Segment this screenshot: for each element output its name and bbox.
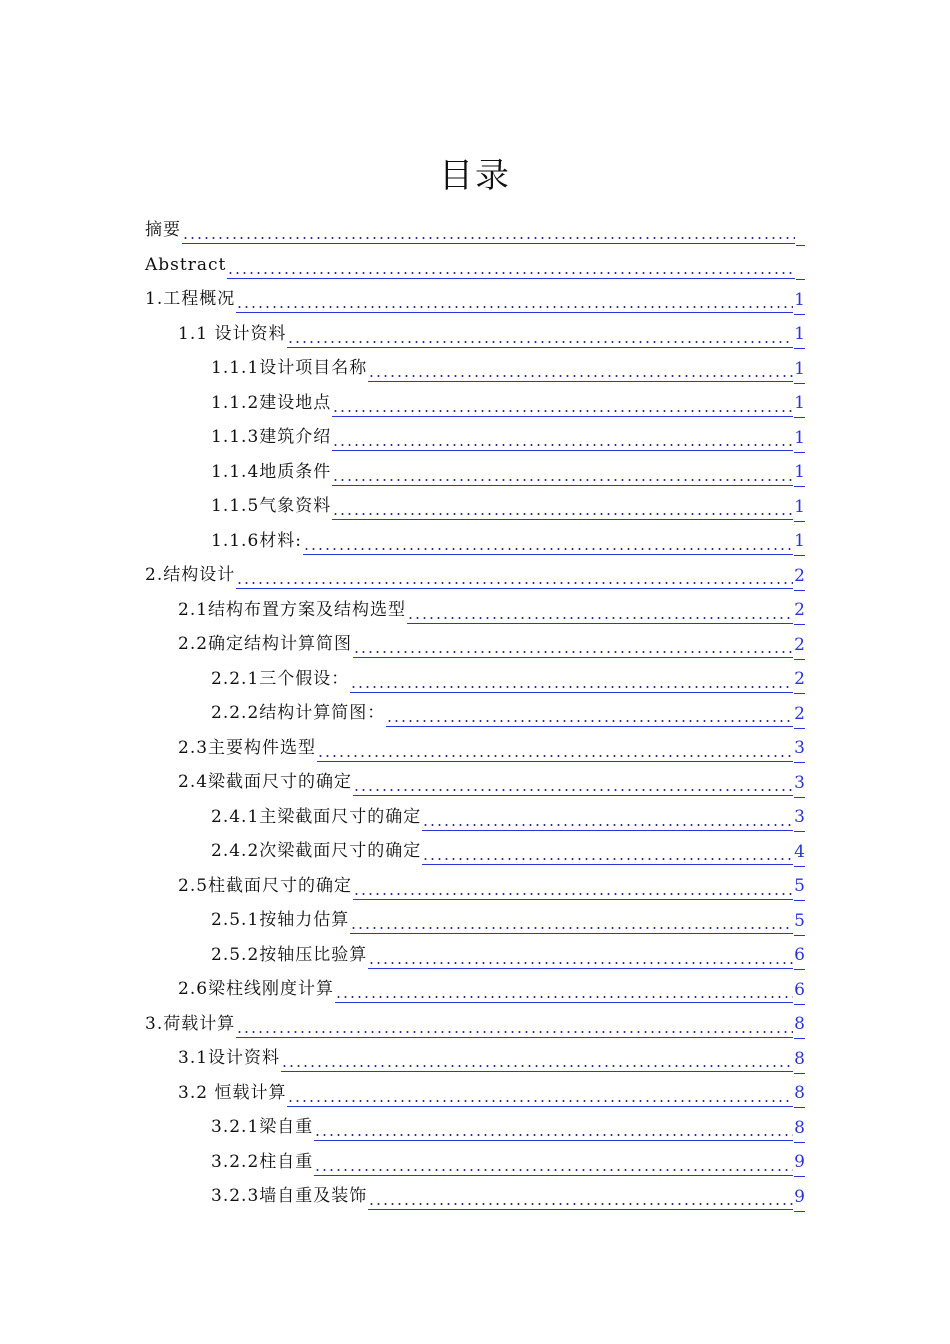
toc-entry[interactable] [145,214,805,244]
toc-entry-page-number[interactable]: 6 [794,944,805,970]
toc-entry-page-number[interactable]: 2 [794,565,805,591]
toc-entry-label: 1.1.4地质条件 [211,461,332,482]
toc-leader-dots [332,428,793,451]
toc-entry-page-number[interactable]: 2 [794,599,805,625]
toc-entry[interactable] [211,525,805,555]
toc-entry-label: 1.工程概况 [145,289,236,309]
toc-leader-dots [236,566,793,589]
toc-entry-label: 1.1.5气象资料 [211,496,332,516]
toc-entry-label: 2.5.1按轴力估算 [211,910,350,930]
toc-entry-label: 2.5柱截面尺寸的确定 [178,875,353,896]
toc-leader-dots [422,808,793,831]
toc-entry-page-number[interactable]: 1 [794,461,805,487]
toc-leader-dots [368,1187,793,1210]
toc-entry-page-number[interactable]: 8 [794,1117,805,1143]
toc-entry[interactable] [178,594,805,624]
toc-entry[interactable] [145,283,805,313]
toc-leader-dots [236,290,793,313]
toc-entry[interactable] [178,766,805,796]
toc-entry-label: 2.2.2结构计算简图： [211,703,386,723]
toc-entry[interactable] [145,559,805,589]
toc-entry-page-number[interactable]: 5 [794,875,805,901]
toc-leader-dots [350,670,793,693]
toc-leader-dots [287,325,793,348]
toc-entry-page-number[interactable] [796,276,805,280]
toc-leader-dots [236,1015,793,1038]
toc-entry-page-number[interactable]: 1 [794,496,805,522]
toc-leader-dots [182,221,795,244]
toc-entry[interactable] [211,697,805,727]
toc-leader-dots [314,1153,793,1176]
toc-entry[interactable] [211,1146,805,1176]
toc-entry[interactable] [211,663,805,693]
toc-leader-dots [386,704,793,727]
toc-entry-page-number[interactable]: 3 [794,737,805,763]
toc-leader-dots [332,497,793,520]
toc-entry-page-number[interactable]: 9 [794,1151,805,1177]
toc-entry-page-number[interactable]: 2 [794,703,805,729]
toc-entry[interactable] [211,904,805,934]
toc-entry[interactable] [145,249,805,279]
toc-entry-page-number[interactable]: 2 [794,668,805,694]
toc-entry-page-number[interactable]: 3 [794,772,805,798]
toc-entry[interactable] [211,835,805,865]
toc-entry-label: 2.4.2次梁截面尺寸的确定 [211,841,422,861]
toc-entry-page-number[interactable]: 1 [794,530,805,556]
toc-entry-label: 1.1 设计资料 [178,323,287,344]
toc-entry[interactable] [211,1111,805,1141]
toc-leader-dots [353,877,793,900]
toc-entry[interactable] [211,490,805,520]
toc-leader-dots [368,946,793,969]
toc-entry-page-number[interactable]: 2 [794,634,805,660]
toc-entry-page-number[interactable]: 1 [794,358,805,384]
toc-entry[interactable] [145,1008,805,1038]
toc-entry-page-number[interactable]: 8 [794,1013,805,1039]
toc-entry-page-number[interactable] [796,242,805,246]
toc-entry[interactable] [211,387,805,417]
toc-leader-dots [227,256,795,279]
toc-leader-dots [303,532,793,555]
toc-entry-page-number[interactable]: 6 [794,979,805,1005]
toc-entry-label: 1.1.3建筑介绍 [211,427,332,447]
toc-entry-label: 3.2.3墙自重及装饰 [211,1186,368,1206]
toc-entry-label: Abstract [145,254,227,275]
toc-entry[interactable] [211,421,805,451]
toc-leader-dots [314,1118,793,1141]
toc-entry-label: 2.3主要构件选型 [178,737,317,758]
toc-entry[interactable] [178,870,805,900]
toc-leader-dots [353,773,793,796]
toc-entry-label: 2.2确定结构计算简图 [178,634,353,654]
toc-entry[interactable] [178,1077,805,1107]
toc-entry-page-number[interactable]: 4 [794,841,805,867]
toc-entry-page-number[interactable]: 9 [794,1186,805,1212]
toc-entry[interactable] [211,939,805,969]
toc-entry[interactable] [211,352,805,382]
toc-entry[interactable] [178,732,805,762]
toc-entry[interactable] [178,1042,805,1072]
toc-entry-label: 2.2.1三个假设： [211,668,350,689]
toc-leader-dots [368,359,793,382]
toc-entry-page-number[interactable]: 1 [794,323,805,349]
toc-entry-label: 3.荷载计算 [145,1013,236,1034]
toc-leader-dots [317,739,793,762]
toc-entry-page-number[interactable]: 1 [794,427,805,453]
toc-entry[interactable] [211,1180,805,1210]
toc-entry-page-number[interactable]: 3 [794,806,805,832]
toc-entry-label: 2.5.2按轴压比验算 [211,944,368,965]
toc-entry-page-number[interactable]: 8 [794,1048,805,1074]
toc-entry-label: 3.2 恒载计算 [178,1082,287,1103]
toc-leader-dots [422,842,793,865]
toc-leader-dots [353,635,793,658]
toc-leader-dots [332,394,793,417]
toc-entry-page-number[interactable]: 8 [794,1082,805,1108]
toc-leader-dots [407,601,793,624]
toc-entry-label: 3.2.2柱自重 [211,1151,314,1172]
toc-entry-label: 2.4.1主梁截面尺寸的确定 [211,806,422,827]
toc-entry-label: 1.1.2建设地点 [211,392,332,413]
toc-entry-page-number[interactable]: 1 [794,289,805,315]
toc-entry[interactable] [211,456,805,486]
toc-leader-dots [335,980,793,1003]
toc-entry-label: 2.1结构布置方案及结构选型 [178,599,407,620]
toc-entry[interactable] [211,801,805,831]
toc-entry-label: 2.结构设计 [145,565,236,585]
toc-entry[interactable] [178,318,805,348]
toc-entry-label: 1.1.6材料: [211,530,302,551]
toc-entry-label: 摘要 [145,220,181,240]
toc-entry[interactable] [178,973,805,1003]
toc-leader-dots [287,1084,793,1107]
toc-leader-dots [281,1049,793,1072]
toc-entry-label: 3.1设计资料 [178,1048,281,1068]
toc-leader-dots [332,463,793,486]
toc-leader-dots [350,911,793,934]
toc-entry-label: 1.1.1设计项目名称 [211,358,368,378]
page-title: 目录 [439,156,511,196]
toc-entry-label: 2.4梁截面尺寸的确定 [178,772,353,792]
toc-entry-page-number[interactable]: 5 [794,910,805,936]
toc-entry-label: 2.6梁柱线刚度计算 [178,979,335,999]
toc-entry-label: 3.2.1梁自重 [211,1117,314,1137]
toc-entry-page-number[interactable]: 1 [794,392,805,418]
toc-entry[interactable] [178,628,805,658]
